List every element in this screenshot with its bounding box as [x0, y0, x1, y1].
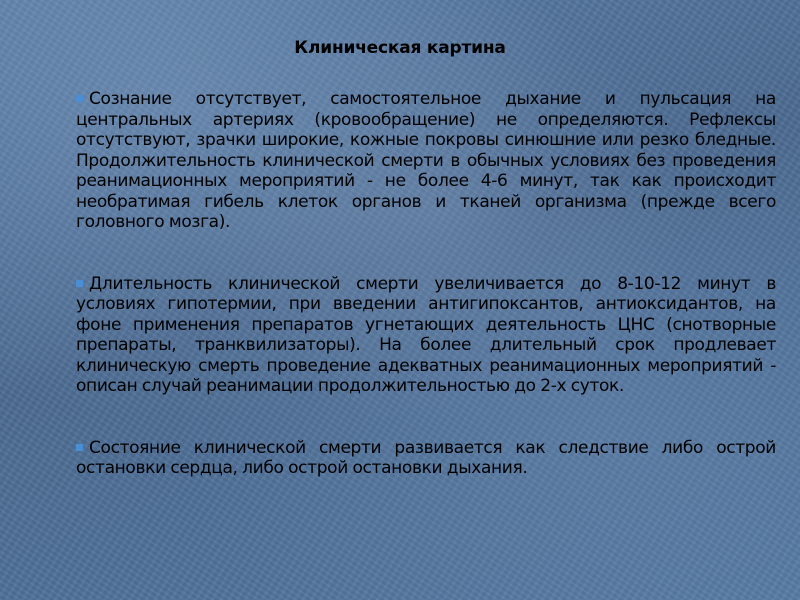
bullet-item [76, 438, 776, 479]
bullet-item [76, 89, 776, 233]
bullet-text: Состояние клинической смерти развивается как следствие либо острой остановки сердца, либо острой остановки дыхания. [76, 437, 776, 478]
bullet-item [76, 274, 776, 397]
slide-title: Клиническая картина [294, 38, 506, 58]
square-bullet-icon [76, 280, 83, 287]
square-bullet-icon [76, 444, 83, 451]
slide-content [76, 89, 776, 479]
square-bullet-icon [76, 95, 83, 102]
bullet-text: Сознание отсутствует, самостоятельное дыхание и пульсация на центральных артериях (кровообращение) не определяются. Рефлексы отсутствуют, зрачки широкие, кожные покровы синюшние или резко бледные. Продолжительность клинической смерти в обычных условиях без проведения реанимационных мероприятий - не более 4-6 минут, так как происходит необратимая гибель клеток органов и тканей организма (прежде всего головного мозга). [76, 89, 776, 232]
bullet-text: Длительность клинической смерти увеличивается до 8-10-12 минут в условиях гипотермии, при введении антигипоксантов, антиоксидантов, на фоне применения препаратов угнетающих деятельность ЦНС (снотворные препараты, транквилизаторы). На более длительный срок продлевает клиническую смерть проведение адекватных реанимационных мероприятий - описан случай реанимации продолжительностью до 2-х суток. [76, 273, 776, 396]
